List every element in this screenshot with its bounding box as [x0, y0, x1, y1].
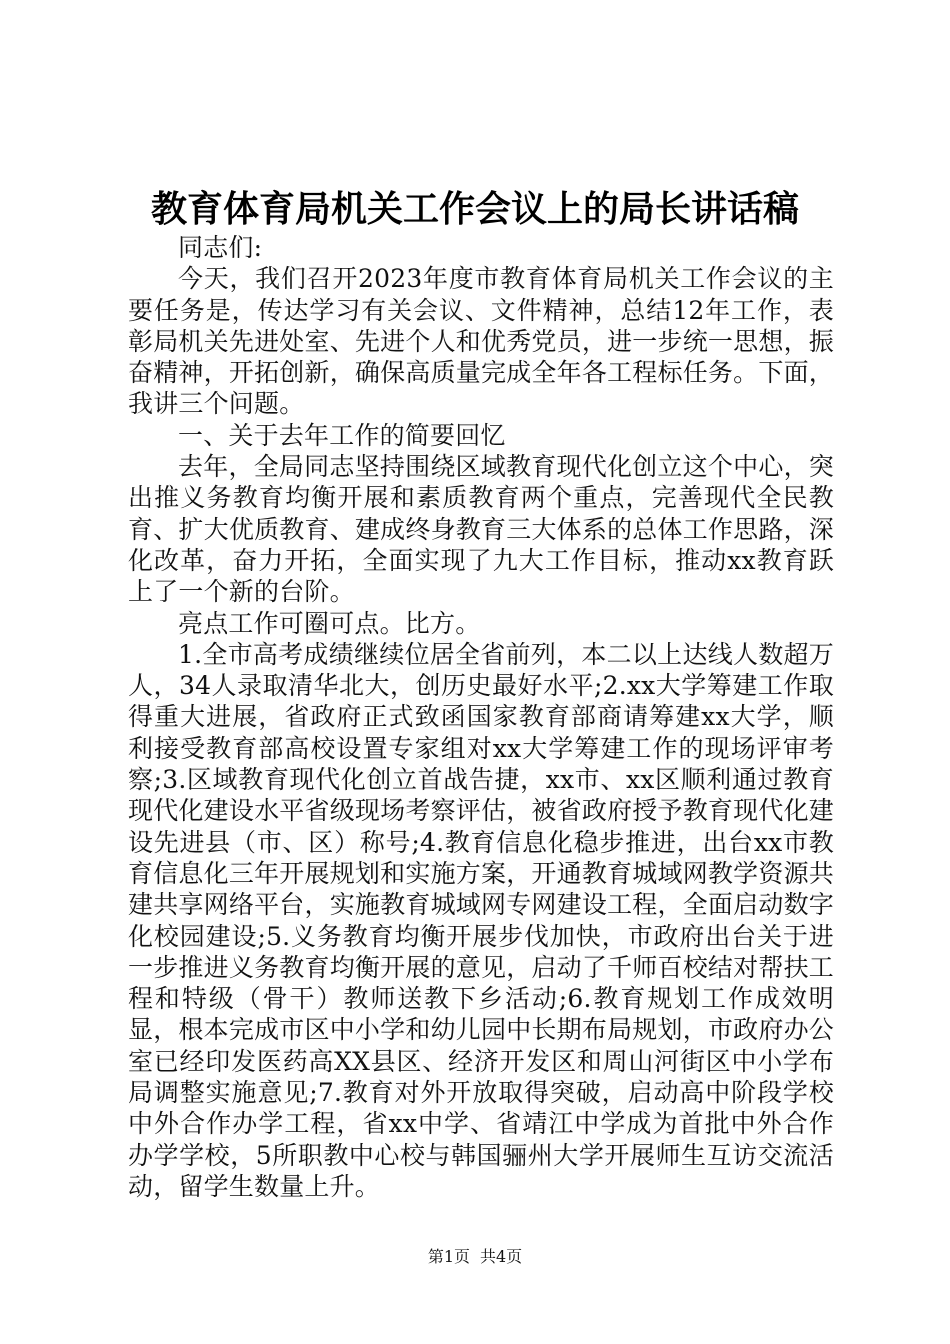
- highlights-intro-paragraph: 亮点工作可圈可点。比方。: [178, 608, 481, 638]
- document-body: [128, 232, 834, 1202]
- review-paragraph: 去年，全局同志坚持围绕区域教育现代化创立这个中心，突出推义务教育均衡开展和素质教育两个重点，完善现代全民教育、扩大优质教育、建成终身教育三大体系的总体工作思路，深化改革，奋力开拓，全面实现了九大工作目标，推动xx教育跃上了一个新的台阶。: [128, 452, 834, 607]
- page-number: 第1页: [427, 1247, 470, 1266]
- intro-paragraph: 今天，我们召开2023年度市教育体育局机关工作会议的主要任务是，传达学习有关会议、文件精神，总结12年工作，表彰局机关先进处室、先进个人和优秀党员，进一步统一思想，振奋精神，开拓创新，确保高质量完成全年各工程标任务。下面，我讲三个问题。: [128, 264, 834, 419]
- page-total: 共4页: [480, 1247, 523, 1266]
- document-title: 教育体育局机关工作会议上的局长讲话稿: [150, 189, 799, 230]
- page-footer: [0, 1246, 950, 1268]
- salutation-paragraph: 同志们:: [178, 233, 263, 262]
- highlights-list-paragraph: 1.全市高考成绩继续位居全省前列，本二以上达线人数超万人，34人录取清华北大，创历史最好水平;2.xx大学筹建工作取得重大进展，省政府正式致函国家教育部商请筹建xx大学，顺利接受教育部高校设置专家组对xx大学筹建工作的现场评审考察;3.区域教育现代化创立首战告捷，xx市、xx区顺利通过教育现代化建设水平省级现场考察评估，被省政府授予教育现代化建设先进县（市、区）称号;4.教育信息化稳步推进，出台xx市教育信息化三年开展规划和实施方案，开通教育城域网教学资源共建共享网络平台，实施教育城域网专网建设工程，全面启动数字化校园建设;5.义务教育均衡开展步伐加快，市政府出台关于进一步推进义务教育均衡开展的意见，启动了千师百校结对帮扶工程和特级（骨干）教师送教下乡活动;6.教育规划工作成效明显，根本完成市区中小学和幼儿园中长期布局规划，市政府办公室已经印发医药高XX县区、经济开发区和周山河街区中小学布局调整实施意见;7.教育对外开放取得突破，启动高中阶段学校中外合作办学工程，省xx中学、省靖江中学成为首批中外合作办学学校，5所职教中心校与韩国骊州大学开展师生互访交流活动，留学生数量上升。: [128, 639, 834, 1201]
- section-heading: 一、关于去年工作的简要回忆: [178, 420, 506, 450]
